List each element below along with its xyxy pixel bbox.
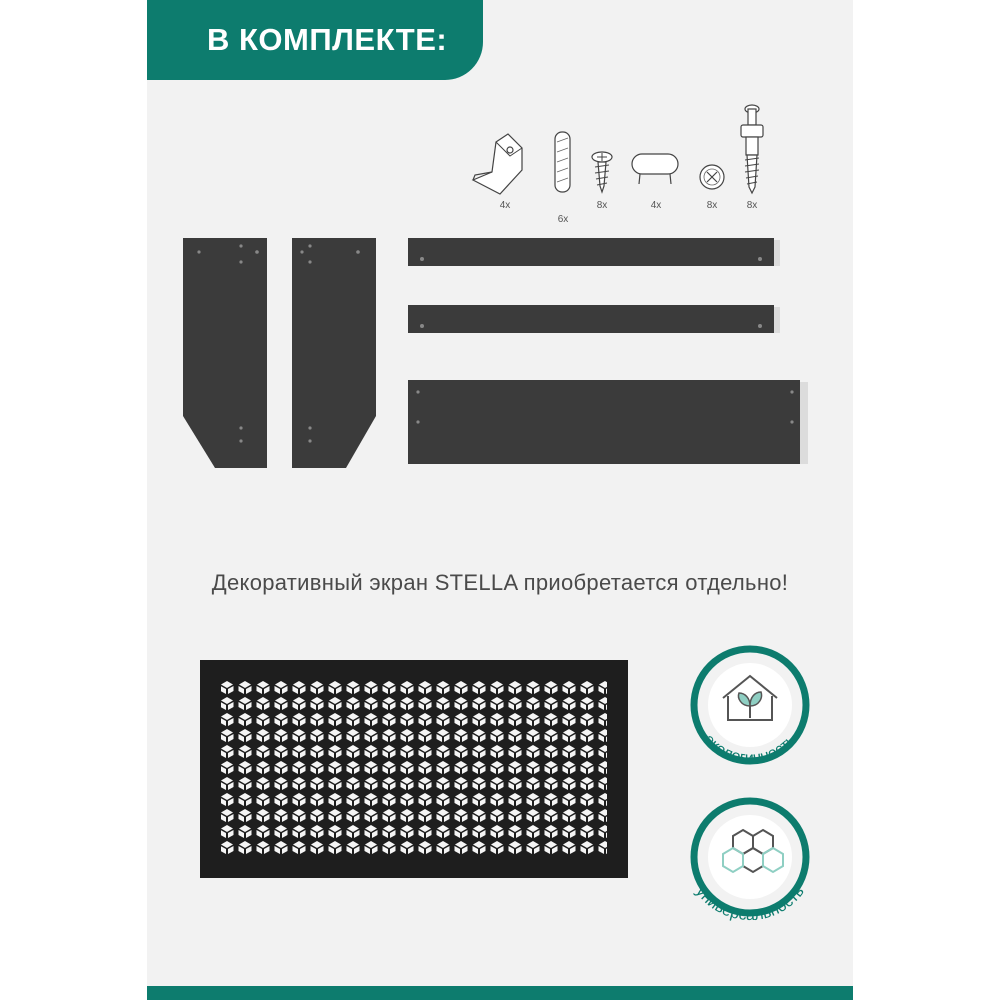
notice-text: Декоративный экран STELLA приобретается отдельно! [211,570,789,595]
svg-text:экологичность: экологичность [700,731,800,768]
svg-text:универсальность: универсальность [692,883,808,925]
header-title: В КОМПЛЕКТЕ: [207,22,448,57]
decorative-screen [200,660,630,880]
wooden-dowel-icon [551,130,575,196]
hardware-qty: 8x [596,200,608,211]
hardware-qty: 4x [650,200,662,211]
cam-lock-icon [697,162,727,192]
hardware-qty: 8x [746,200,758,211]
furniture-foot-pad-icon [628,150,684,192]
middle-rail [406,303,782,337]
screw-icon [590,150,614,194]
side-panel-right [290,236,380,472]
universal-badge-label [676,842,824,942]
side-panel-left [181,236,269,472]
top-rail [406,236,782,270]
top-board [406,378,810,468]
bottom-bar [147,986,853,1000]
hardware-qty: 6x [557,214,569,225]
corner-bracket-icon [470,128,530,198]
header-banner [147,0,483,80]
hardware-qty: 8x [706,200,718,211]
cam-bolt-icon [737,103,767,195]
eco-badge-label [683,700,817,770]
hardware-qty: 4x [499,200,511,211]
